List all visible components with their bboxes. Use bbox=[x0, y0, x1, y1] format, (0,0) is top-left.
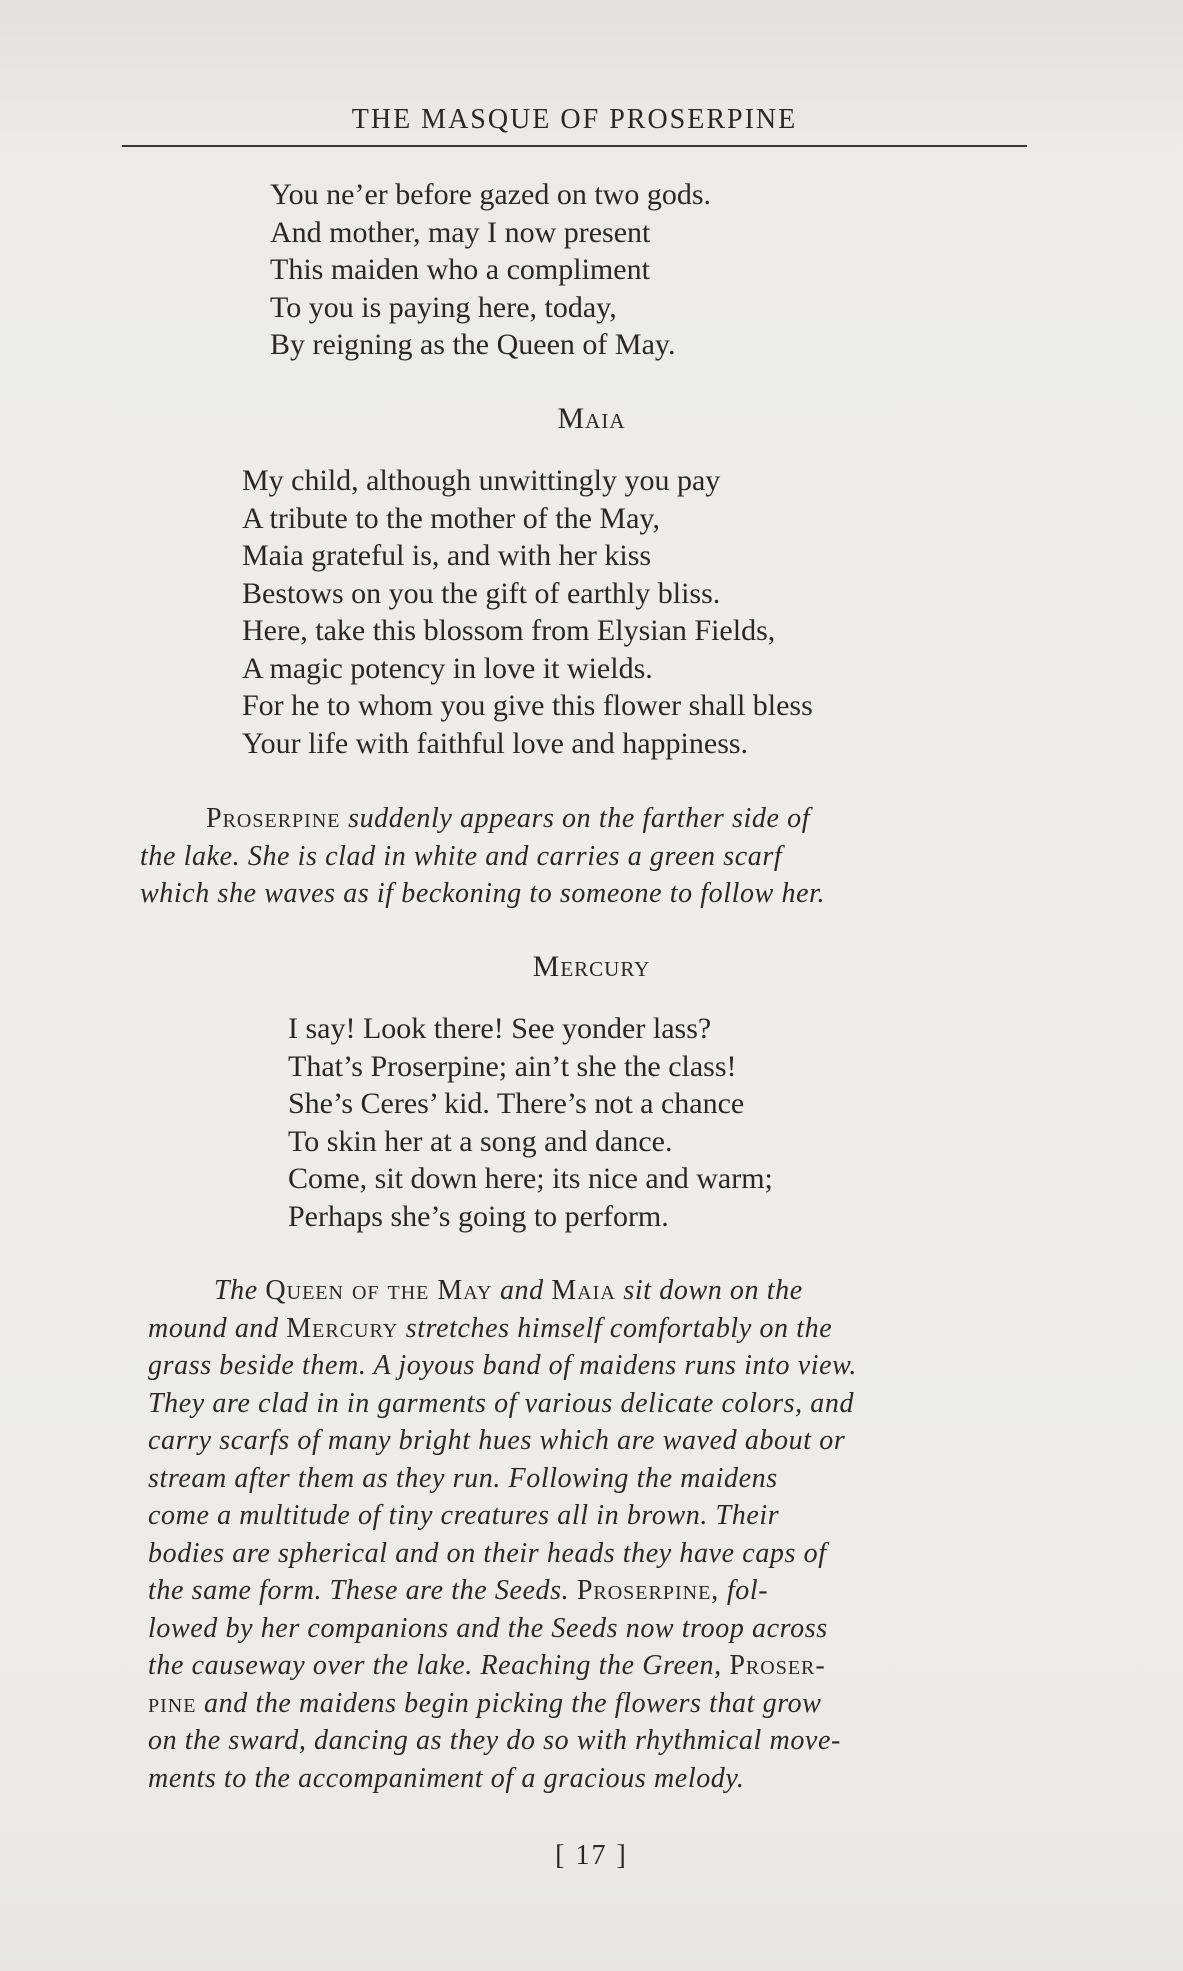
direction-line: bodies are spherical and on their heads they have caps of bbox=[148, 1537, 827, 1569]
verse-line: By reigning as the Queen of May. bbox=[270, 328, 676, 361]
direction-line: grass beside them. A joyous band of maidens runs into view. bbox=[148, 1350, 857, 1381]
mercury-verse bbox=[288, 1010, 773, 1235]
verse-line: A tribute to the mother of the May, bbox=[242, 501, 660, 535]
verse-line: Come, sit down here; its nice and warm; bbox=[288, 1162, 773, 1195]
verse-line: Perhaps she’s going to perform. bbox=[288, 1199, 669, 1233]
running-head: THE MASQUE OF PROSERPINE bbox=[351, 104, 798, 135]
character-name: Proser- bbox=[729, 1650, 826, 1681]
direction-line: pine and the maidens begin picking the flowers that grow bbox=[148, 1687, 822, 1719]
page-number: [ 17 ] bbox=[555, 1840, 628, 1871]
direction-line: the lake. She is clad in white and carries a green scarf bbox=[140, 840, 783, 872]
character-name: Proserpine bbox=[206, 803, 341, 834]
verse-line: This maiden who a compliment bbox=[270, 253, 650, 286]
direction-line: Proserpine suddenly appears on the farther side of bbox=[206, 803, 811, 834]
character-name: Proserpine, bbox=[576, 1575, 720, 1606]
speaker-mercury: Mercury bbox=[532, 950, 651, 983]
verse-line: She’s Ceres’ kid. There’s not a chance bbox=[288, 1087, 745, 1120]
maia-verse bbox=[242, 462, 813, 762]
character-name: Maia bbox=[551, 1275, 616, 1306]
verse-line: I say! Look there! See yonder lass? bbox=[288, 1012, 712, 1045]
verse-line: Maia grateful is, and with her kiss bbox=[242, 539, 652, 572]
verse-line: Bestows on you the gift of earthly bliss. bbox=[242, 576, 721, 610]
direction-line: carry scarfs of many bright hues which are waved about or bbox=[148, 1425, 846, 1456]
verse-line: A magic potency in love it wields. bbox=[242, 651, 653, 685]
verse-line: Here, take this blossom from Elysian Fields, bbox=[242, 614, 776, 647]
direction-line: which she waves as if beckoning to someone to follow her. bbox=[140, 878, 826, 909]
verse-line: You ne’er before gazed on two gods. bbox=[270, 178, 712, 211]
verse-line: And mother, may I now present bbox=[270, 215, 651, 249]
stage-direction-1 bbox=[140, 800, 825, 913]
direction-line: lowed by her companions and the Seeds now troop across bbox=[148, 1612, 828, 1644]
opening-verse bbox=[270, 176, 711, 364]
direction-line: ments to the accompaniment of a gracious melody. bbox=[148, 1762, 745, 1794]
verse-line: That’s Proserpine; ain’t she the class! bbox=[288, 1049, 737, 1083]
direction-line: stream after them as they run. Following the maidens bbox=[148, 1462, 778, 1494]
speaker-maia: Maia bbox=[557, 402, 626, 435]
header-rule bbox=[122, 145, 1027, 147]
verse-line: Your life with faithful love and happiness. bbox=[242, 726, 749, 760]
direction-line: They are clad in in garments of various delicate colors, and bbox=[148, 1387, 855, 1419]
stage-direction-2 bbox=[148, 1272, 857, 1797]
direction-line: on the sward, dancing as they do so with rhythmical move- bbox=[148, 1725, 841, 1756]
character-name: pine bbox=[148, 1687, 197, 1719]
direction-line: come a multitude of tiny creatures all in brown. Their bbox=[148, 1500, 780, 1531]
direction-line: the same form. These are the Seeds. Proserpine, fol- bbox=[148, 1575, 769, 1606]
direction-line: the causeway over the lake. Reaching the Green, Proser- bbox=[148, 1650, 826, 1681]
verse-line: For he to whom you give this flower shall bless bbox=[242, 689, 813, 722]
character-name: Mercury bbox=[286, 1312, 399, 1344]
direction-line: The Queen of the May and Maia sit down on the bbox=[214, 1275, 803, 1306]
character-name: Queen of the May bbox=[265, 1275, 493, 1306]
direction-line: mound and Mercury stretches himself comfortably on the bbox=[148, 1312, 833, 1344]
verse-line: My child, although unwittingly you pay bbox=[242, 464, 721, 497]
verse-line: To you is paying here, today, bbox=[270, 290, 617, 324]
verse-line: To skin her at a song and dance. bbox=[288, 1124, 673, 1158]
